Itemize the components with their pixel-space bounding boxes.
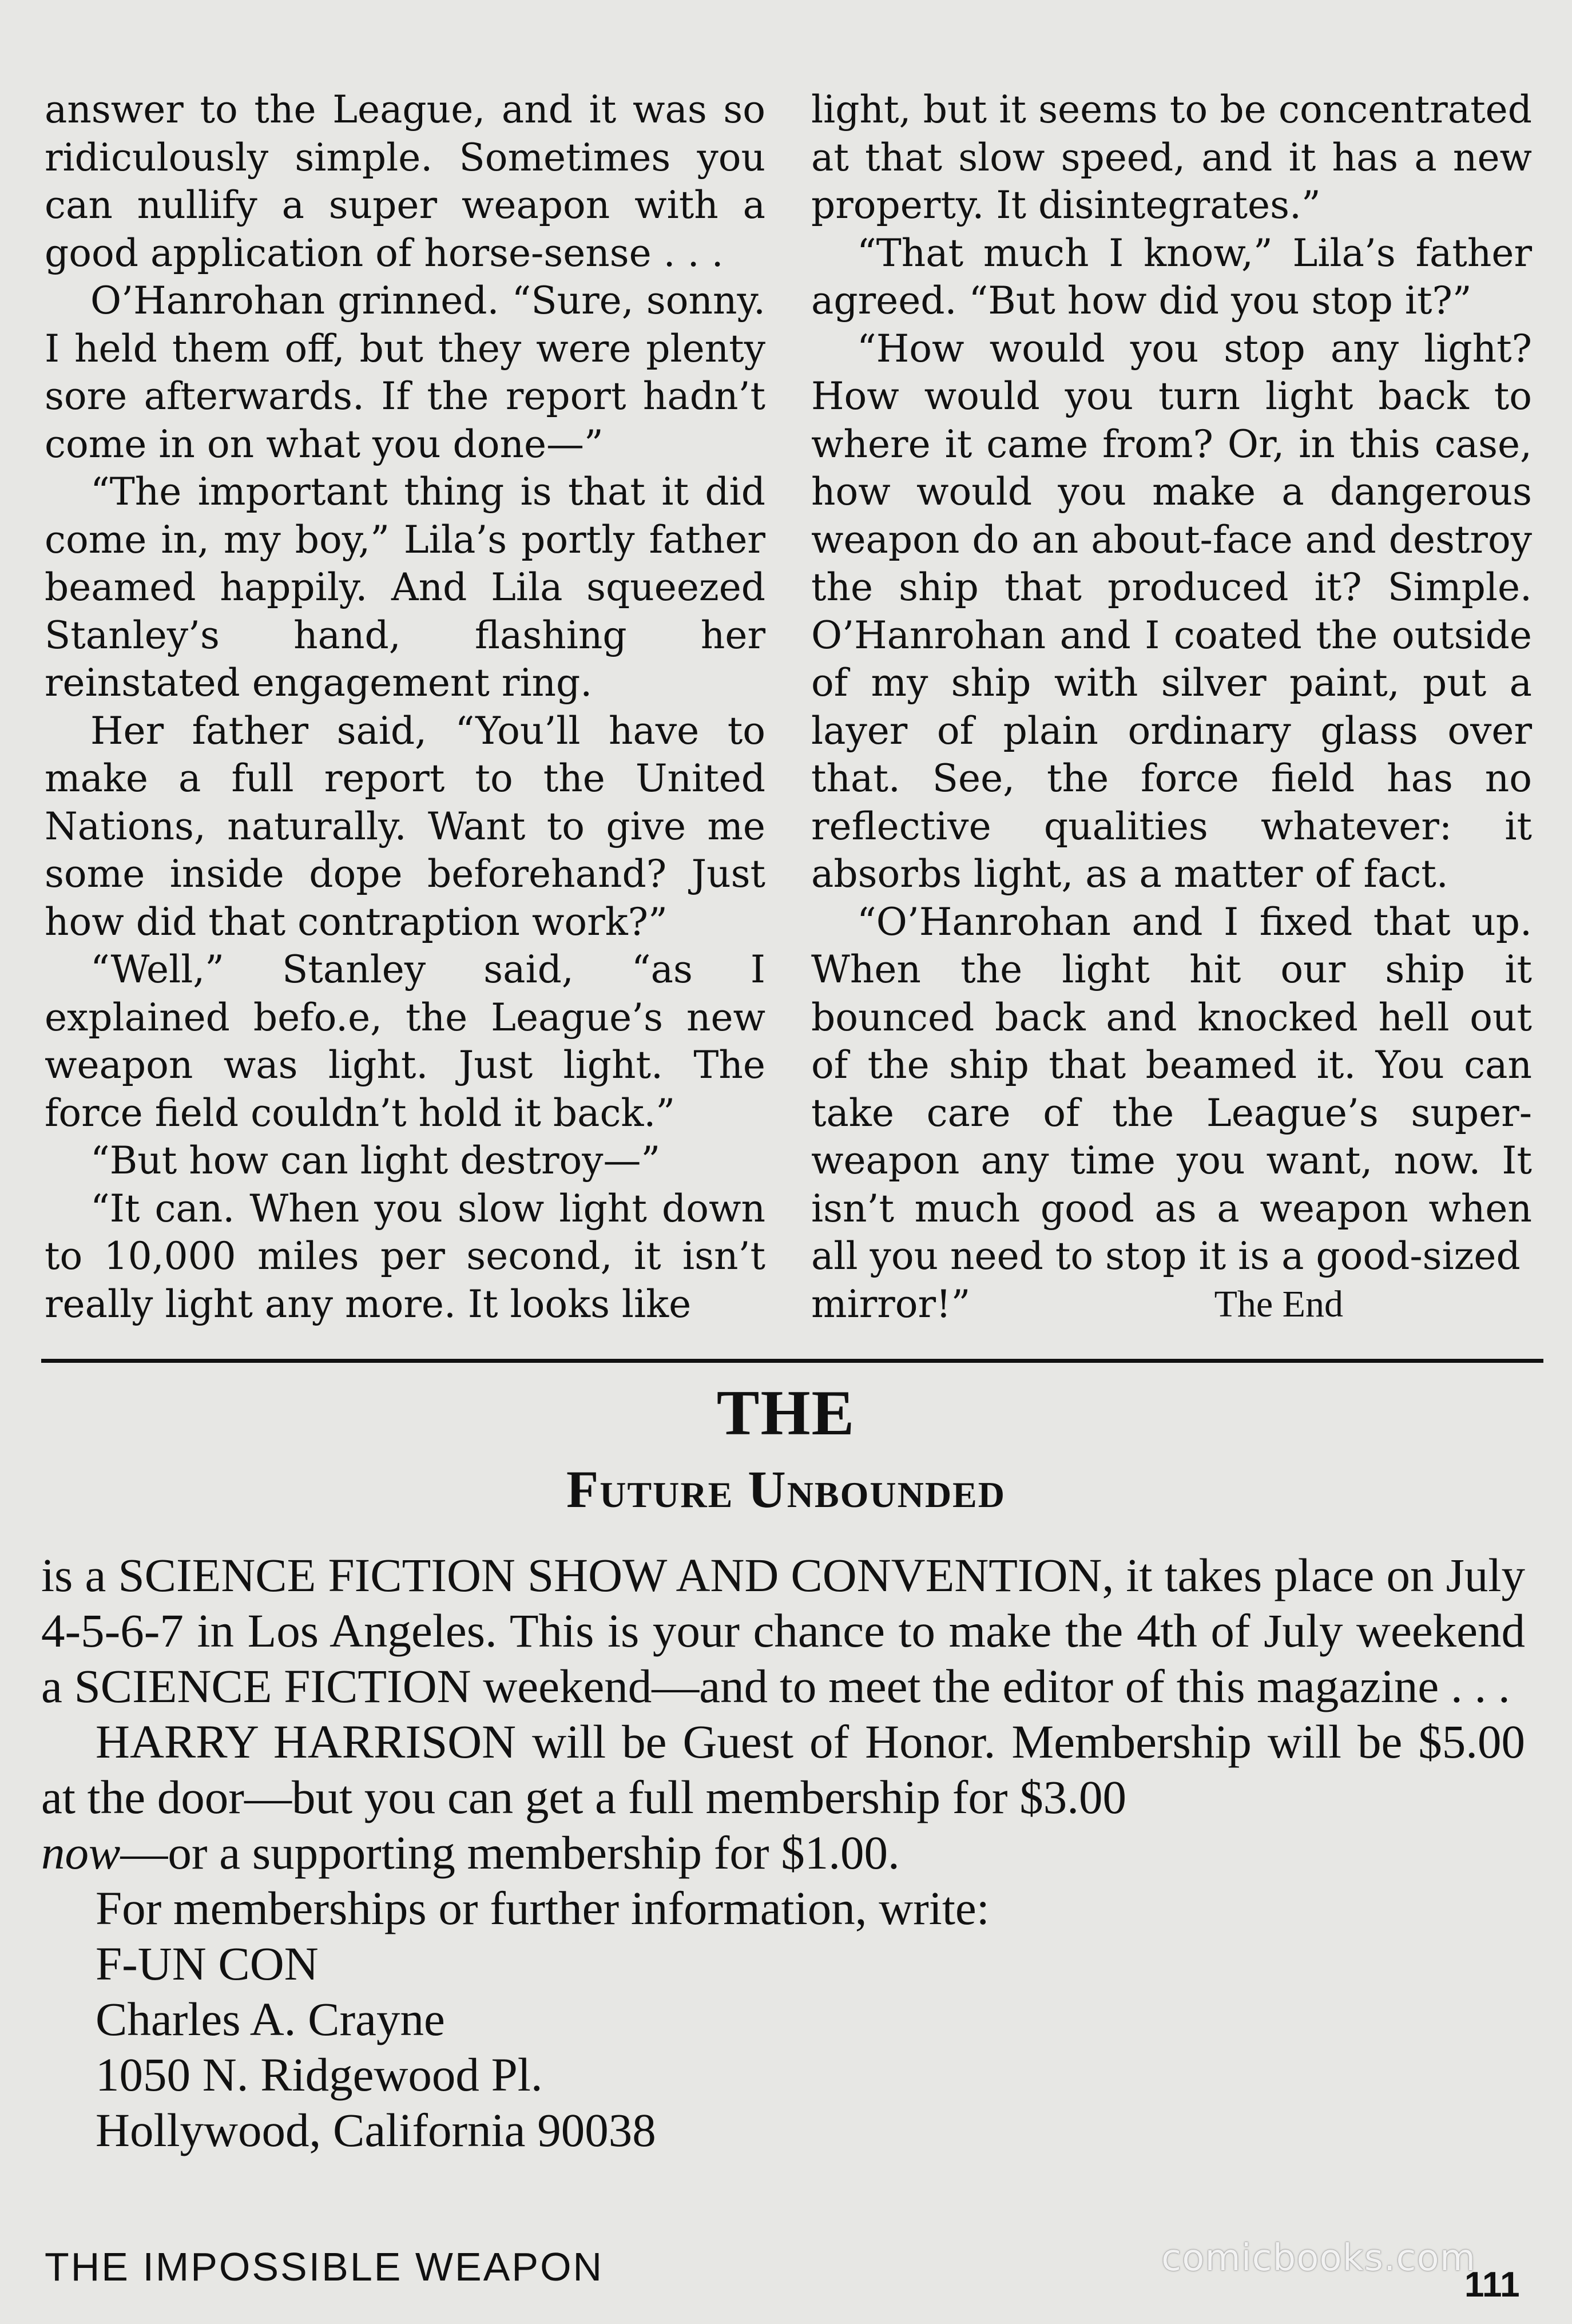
- membership-text: HARRY HARRISON will be Guest of Honor. Membership will be $5.00 at the door—but you can get a full membership for $3.00: [41, 1715, 1525, 1823]
- paragraph: “But how can light destroy—”: [90, 1139, 661, 1183]
- section-divider: [41, 1359, 1543, 1363]
- paragraph: “Well,” Stanley said, “as I explained befo.e, the League’s new weapon was light. Just light. The force field couldn’t hold it back.”: [45, 947, 765, 1135]
- page-number: 111: [1464, 2265, 1520, 2305]
- watermark: comicbooks.com: [1161, 2237, 1476, 2279]
- paragraph: “O’Hanrohan and I fixed that up. When the light hit our ship it bounced back and knocked hell out of the ship that beamed it. You can take care of the League’s super-weapon any time you want, now. It isn’t much good as a weapon when all you need to stop it is a good-sized: [811, 899, 1532, 1278]
- membership-tail: —or a supporting membership for $1.00.: [120, 1826, 900, 1879]
- story-text: [45, 86, 1532, 1339]
- ad-body: [41, 1548, 1525, 2158]
- address-line: 1050 N. Ridgewood Pl.: [96, 2048, 543, 2101]
- ad-paragraph-contact: For memberships or further information, write:: [96, 1882, 990, 1934]
- ad-paragraph: is a SCIENCE FICTION SHOW AND CONVENTION, it takes place on July 4-5-6-7 in Los Angeles. This is your chance to make the 4th of July weekend a SCIENCE FICTION weekend—and to meet the editor of this magazine . . .: [41, 1549, 1525, 1712]
- last-line: mirror!”: [811, 1282, 971, 1326]
- paragraph: “That much I know,” Lila’s father agreed. “But how did you stop it?”: [811, 231, 1532, 323]
- paragraph: “The important thing is that it did come in, my boy,” Lila’s portly father beamed happily. And Lila squeezed Stanley’s hand, flashing her reinstated engagement ring.: [45, 470, 765, 705]
- story-ending: [811, 1280, 1532, 1328]
- ad-title-future-unbounded: Future Unbounded: [566, 1460, 1006, 1518]
- running-title: THE IMPOSSIBLE WEAPON: [45, 2244, 604, 2289]
- left-column: [45, 86, 765, 1339]
- paragraph: “How would you stop any light? How would you turn light back to where it came from? Or, in this case, how would you make a dangerous weapon do an about-face and destroy the ship that produced it? Simple. O’Hanrohan and I coated the outside of my ship with silver paint, put a layer of plain ordinary glass over that. See, the force field has no reflective qualities whatever: it absorbs light, as a matter of fact.: [811, 326, 1532, 896]
- ad-paragraph-membership: [41, 1714, 1525, 1881]
- membership-now: now: [41, 1826, 121, 1879]
- address-line: Hollywood, California 90038: [96, 2104, 656, 2156]
- paragraph: answer to the League, and it was so ridiculously simple. Sometimes you can nullify a super weapon with a good application of horse-sense . . .: [45, 88, 765, 275]
- paragraph: light, but it seems to be concentrated at that slow speed, and it has a new property. It disintegrates.”: [811, 88, 1532, 227]
- paragraph: Her father said, “You’ll have to make a full report to the United Nations, naturally. Want to give me some inside dope beforehand? Just how did that contraption work?”: [45, 708, 765, 944]
- right-column: [811, 86, 1532, 1339]
- address-line: F-UN CON: [96, 1937, 319, 1990]
- paragraph: O’Hanrohan grinned. “Sure, sonny. I held them off, but they were plenty sore afterwards. If the report hadn’t come in on what you done—”: [45, 279, 765, 466]
- mailing-address: [41, 1936, 1525, 2158]
- address-line: Charles A. Crayne: [96, 1993, 445, 2045]
- end-mark: The End: [1214, 1283, 1343, 1325]
- paragraph: “It can. When you slow light down to 10,000 miles per second, it isn’t really light any more. It looks like: [45, 1186, 765, 1326]
- ad-title-the: THE: [716, 1378, 856, 1449]
